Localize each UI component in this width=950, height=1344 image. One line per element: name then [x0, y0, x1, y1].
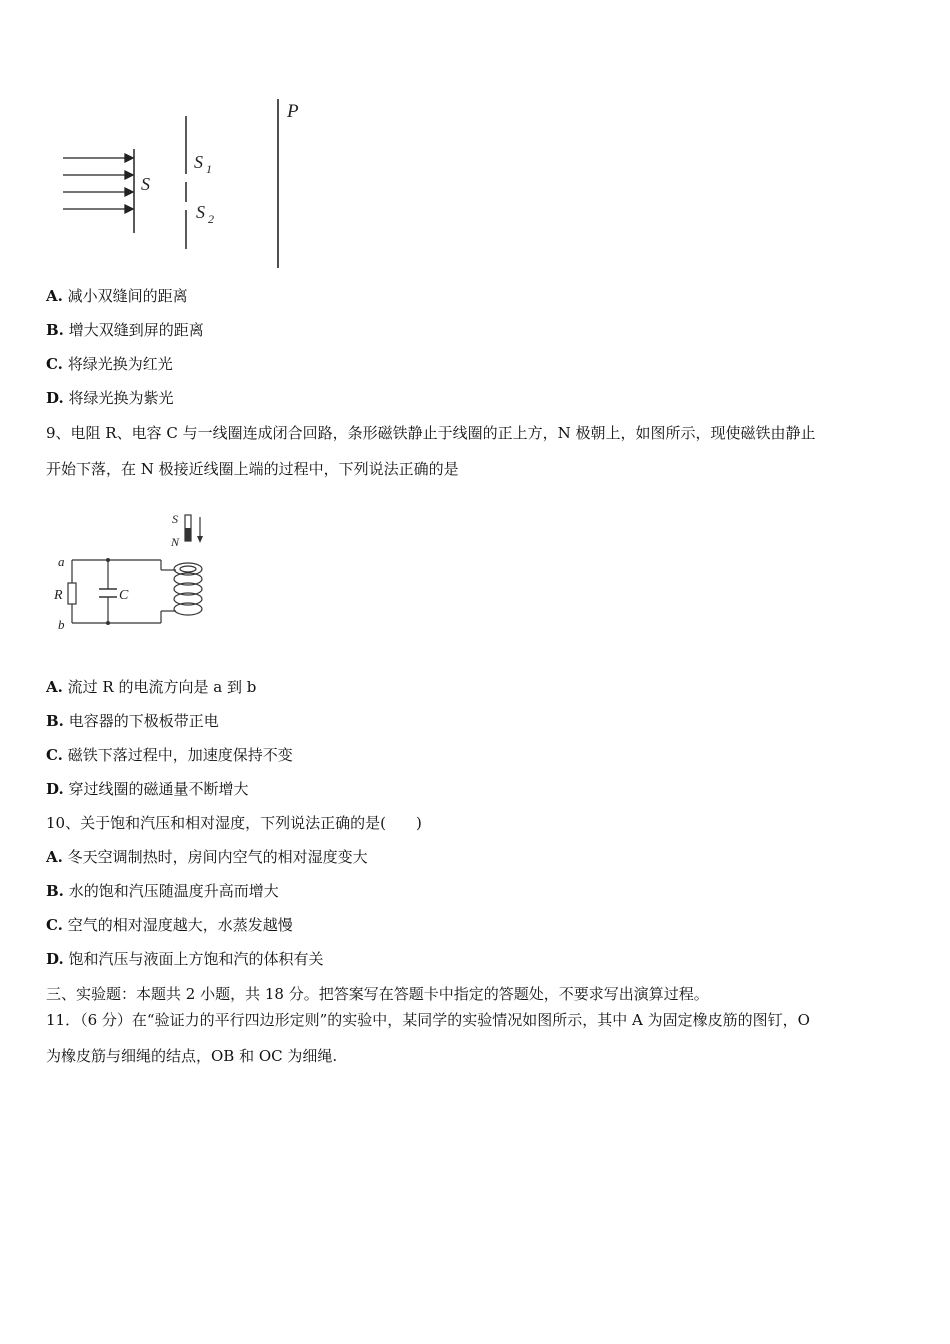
q9-option-c — [46, 745, 293, 765]
option-letter: B. — [46, 712, 64, 730]
option-letter: A. — [46, 678, 63, 696]
option-text: 饱和汽压与液面上方饱和汽的体积有关 — [68, 950, 324, 968]
option-letter: D. — [46, 389, 64, 407]
option-letter: A. — [46, 287, 63, 305]
incident-arrowhead-3 — [125, 188, 133, 196]
incident-arrowhead-1 — [125, 154, 133, 162]
section-3-heading: 三、实验题：本题共 2 小题，共 18 分。把答案写在答题卡中指定的答题处，不要求写出演算过程。 — [46, 985, 709, 1003]
option-text: 增大双缝到屏的距离 — [68, 321, 204, 339]
option-text: 减小双缝间的距离 — [67, 287, 188, 305]
double-slit-figure — [55, 92, 315, 274]
option-letter: B. — [46, 321, 64, 339]
option-letter: D. — [46, 780, 64, 798]
option-text: 将绿光换为紫光 — [68, 389, 174, 407]
label-b: b — [58, 617, 65, 632]
q9-option-d — [46, 779, 249, 799]
q9-option-b — [46, 711, 219, 731]
q9-option-a — [46, 677, 256, 697]
label-s2: S — [196, 202, 205, 222]
option-letter: B. — [46, 882, 64, 900]
label-s1: S — [194, 152, 203, 172]
option-letter: C. — [46, 746, 63, 764]
junction-bottom — [106, 621, 110, 625]
coil-inner-top — [180, 566, 196, 572]
resistor-r — [68, 583, 76, 604]
option-text: 电容器的下极板带正电 — [68, 712, 219, 730]
q11-stem-line2: 为橡皮筋与细绳的结点，OB 和 OC 为细绳. — [46, 1047, 338, 1065]
q11-stem-line1: 11．（6 分）在“验证力的平行四边形定则”的实验中，某同学的实验情况如图所示，其中 A 为固定橡皮筋的图钉，O — [46, 1011, 810, 1029]
label-r: R — [54, 588, 63, 603]
option-letter: D. — [46, 950, 64, 968]
q10-option-b — [46, 881, 279, 901]
option-text: 冬天空调制热时，房间内空气的相对湿度变大 — [67, 848, 368, 866]
magnet-n-pole — [185, 528, 191, 541]
q10-stem: 10、关于饱和汽压和相对湿度，下列说法正确的是( ) — [46, 814, 422, 832]
incident-arrowhead-2 — [125, 171, 133, 179]
q8-option-a — [46, 286, 188, 306]
label-a: a — [58, 554, 65, 569]
option-letter: C. — [46, 916, 63, 934]
circuit-diagram — [48, 503, 223, 635]
label-s2-sub: 2 — [208, 212, 214, 226]
junction-top — [106, 558, 110, 562]
double-slit-diagram — [55, 92, 315, 274]
q10-option-d — [46, 949, 324, 969]
label-p: P — [287, 101, 299, 122]
fall-arrowhead — [197, 536, 203, 543]
incident-arrowhead-4 — [125, 205, 133, 213]
option-text: 将绿光换为红光 — [67, 355, 173, 373]
q10-option-a — [46, 847, 368, 867]
q8-option-b — [46, 320, 204, 340]
option-text: 穿过线圈的磁通量不断增大 — [68, 780, 249, 798]
q9-stem-line1: 9、电阻 R、电容 C 与一线圈连成闭合回路，条形磁铁静止于线圈的正上方，N 极朝上，如图所示，现使磁铁由静止 — [46, 424, 816, 442]
option-letter: A. — [46, 848, 63, 866]
q10-option-c — [46, 915, 293, 935]
option-text: 水的饱和汽压随温度升高而增大 — [68, 882, 279, 900]
q8-option-c — [46, 354, 173, 374]
label-n: N — [171, 535, 180, 549]
q8-option-d — [46, 388, 174, 408]
circuit-figure — [48, 503, 223, 635]
option-text: 流过 R 的电流方向是 a 到 b — [67, 678, 257, 696]
option-text: 空气的相对湿度越大，水蒸发越慢 — [67, 916, 293, 934]
q9-stem-line2: 开始下落，在 N 极接近线圈上端的过程中，下列说法正确的是 — [46, 460, 459, 478]
label-s: S — [141, 174, 150, 194]
option-text: 磁铁下落过程中，加速度保持不变 — [67, 746, 293, 764]
option-letter: C. — [46, 355, 63, 373]
label-c: C — [119, 588, 129, 603]
label-s: S — [172, 512, 178, 526]
label-s1-sub: 1 — [206, 162, 212, 176]
